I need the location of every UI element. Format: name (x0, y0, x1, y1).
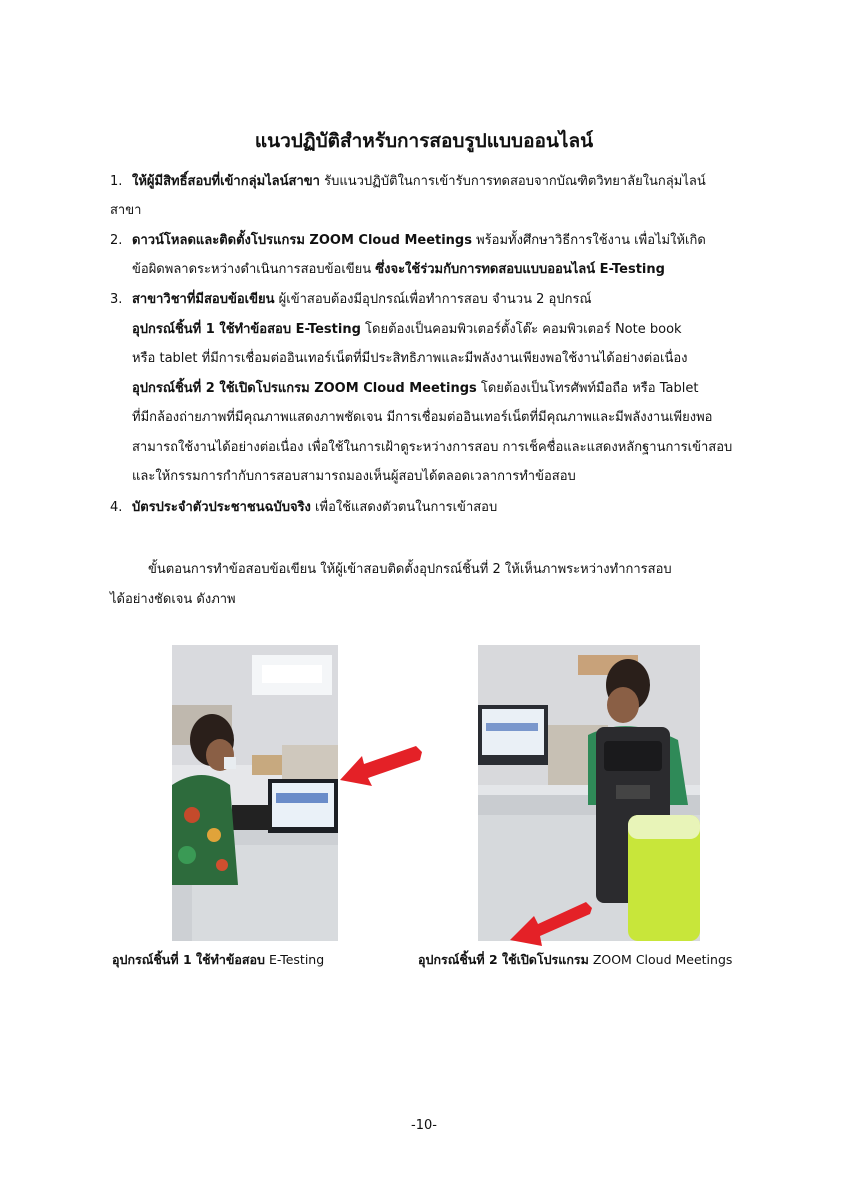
device-2-line (132, 379, 698, 399)
device-2-text: โดยต้องเป็นโทรศัพท์มือถือ หรือ Tablet (476, 381, 699, 396)
item-text: เพื่อใช้แสดงตัวตนในการเข้าสอบ (310, 500, 498, 515)
device-1-line (132, 320, 682, 340)
photo-device-1-illustration (172, 645, 338, 941)
paragraph-line: ได้อย่างชัดเจน ดังภาพ (110, 592, 236, 607)
device-2-line: ที่มีกล้องถ่ายภาพที่มีคุณภาพแสดงภาพชัดเจน มีการเชื่อมต่ออินเทอร์เน็ตที่มีคุณภาพและมีพลังงานเพียงพอ (132, 410, 713, 425)
caption-bold: อุปกรณ์ชิ้นที่ 2 ใช้เปิดโปรแกรม (418, 952, 589, 967)
device-2-heading: อุปกรณ์ชิ้นที่ 2 ใช้เปิดโปรแกรม ZOOM Cloud Meetings (132, 381, 477, 396)
caption-text: E-Testing (264, 952, 325, 967)
item-number: 2. (110, 233, 123, 248)
item-heading: บัตรประจำตัวประชาชนฉบับจริง (132, 500, 311, 515)
photo-device-1 (172, 645, 338, 941)
device-2-line: และให้กรรมการกำกับการสอบสามารถมองเห็นผู้สอบได้ตลอดเวลาการทำข้อสอบ (132, 469, 576, 484)
caption-text: ZOOM Cloud Meetings (588, 952, 733, 967)
red-arrow-icon (336, 744, 424, 788)
item-emphasis: ซึ่งจะใช้ร่วมกับการทดสอบแบบออนไลน์ E-Testing (375, 262, 665, 277)
item-heading: ให้ผู้มีสิทธิ์สอบที่เข้ากลุ่มไลน์สาขา (132, 174, 320, 189)
list-item (132, 172, 706, 192)
caption-device-1 (112, 950, 324, 970)
item-text: ผู้เข้าสอบต้องมีอุปกรณ์เพื่อทำการสอบ จำนวน 2 อุปกรณ์ (274, 292, 592, 307)
device-1-heading: อุปกรณ์ชิ้นที่ 1 ใช้ทำข้อสอบ E-Testing (132, 322, 361, 337)
caption-device-2 (418, 950, 732, 970)
item-heading: สาขาวิชาที่มีสอบข้อเขียน (132, 292, 275, 307)
page-number: -10- (411, 1118, 437, 1133)
device-1-text: โดยต้องเป็นคอมพิวเตอร์ตั้งโต๊ะ คอมพิวเตอร์ Note book (360, 322, 682, 337)
device-2-line: สามารถใช้งานได้อย่างต่อเนื่อง เพื่อใช้ในการเฝ้าดูระหว่างการสอบ การเช็คชื่อและแสดงหลักฐานการเข้าสอบ (132, 440, 733, 455)
item-number: 3. (110, 292, 123, 307)
item-text: รับแนวปฏิบัติในการเข้ารับการทดสอบจากบัณฑิตวิทยาลัยในกลุ่มไลน์ (319, 174, 706, 189)
list-item (132, 498, 497, 518)
list-item (132, 290, 592, 310)
caption-bold: อุปกรณ์ชิ้นที่ 1 ใช้ทำข้อสอบ (112, 952, 265, 967)
item-heading: ดาวน์โหลดและติดตั้งโปรแกรม ZOOM Cloud Meetings (132, 233, 472, 248)
item-text: พร้อมทั้งศึกษาวิธีการใช้งาน เพื่อไม่ให้เกิด (471, 233, 706, 248)
device-1-line: หรือ tablet ที่มีการเชื่อมต่ออินเทอร์เน็ตที่มีประสิทธิภาพและมีพลังงานเพียงพอใช้งานได้อย่างต่อเนื่อง (132, 351, 688, 366)
paragraph-line: ขั้นตอนการทำข้อสอบข้อเขียน ให้ผู้เข้าสอบติดตั้งอุปกรณ์ชิ้นที่ 2 ให้เห็นภาพระหว่างทำการสอบ (148, 562, 672, 577)
item-number: 4. (110, 500, 123, 515)
page-title: แนวปฏิบัติสำหรับการสอบรูปแบบออนไลน์ (254, 130, 594, 152)
list-item (132, 231, 706, 251)
item-text: ข้อผิดพลาดระหว่างดำเนินการสอบข้อเขียน (132, 262, 376, 277)
photo-device-2 (478, 645, 700, 941)
red-arrow-icon (508, 902, 594, 946)
item-continuation: สาขา (110, 203, 142, 218)
item-continuation (132, 260, 665, 280)
photo-device-2-illustration (478, 645, 700, 941)
item-number: 1. (110, 174, 123, 189)
